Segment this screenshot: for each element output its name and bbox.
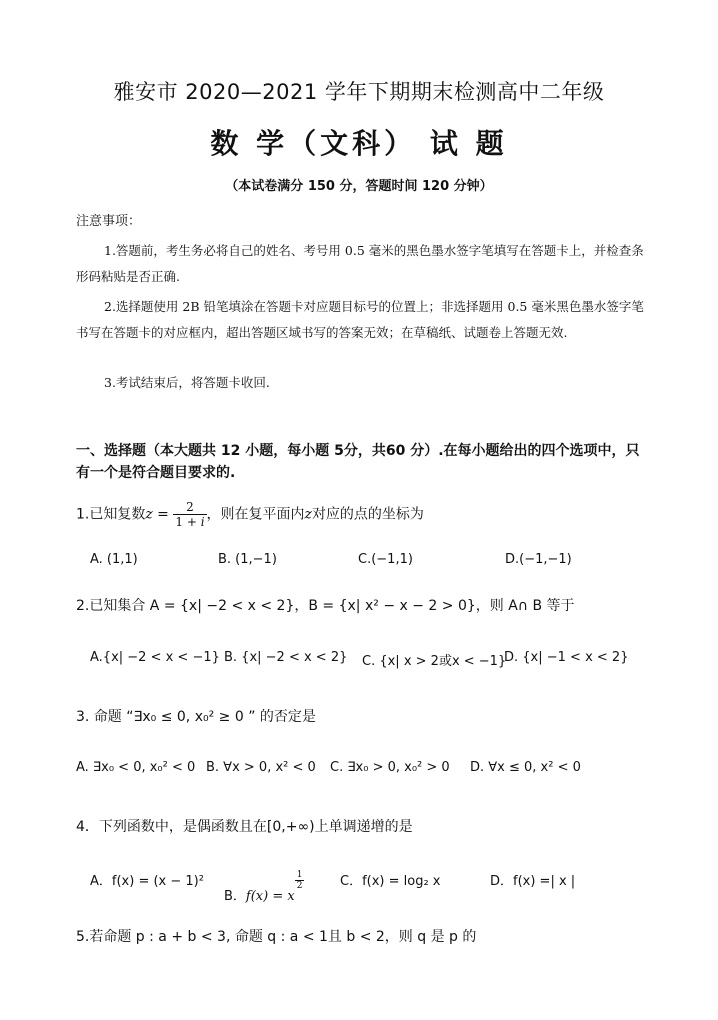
question-5: 5.若命题 p : a + b < 3, 命题 q : a < 1且 b < 2，则 q 是 p 的 xyxy=(76,929,477,945)
q1-post2: 对应的点的坐标为 xyxy=(311,506,424,523)
q1-pre: 1.已知复数 xyxy=(76,506,146,523)
exam-title: 雅安市 2020—2021 学年下期期末检测高中二年级 xyxy=(113,80,605,104)
q2-option-b: B. {x| −2 < x < 2} xyxy=(224,650,348,665)
q1-lhs: z = xyxy=(145,506,174,523)
q1-post: ，则在复平面内 xyxy=(206,506,305,523)
q1-option-c: C.(−1,1) xyxy=(358,552,413,567)
question-3: 3. 命题 “∃x₀ ≤ 0, x₀² ≥ 0 ” 的否定是 xyxy=(76,709,316,725)
q1-option-a: A. (1,1) xyxy=(90,552,138,567)
q1-option-d: D.(−1,−1) xyxy=(505,552,572,567)
question-4: 4．下列函数中，是偶函数且在[0,+∞)上单调递增的是 xyxy=(76,819,413,835)
q4-option-c: C．f(x) = log₂ x xyxy=(340,874,441,889)
exam-info: （本试卷满分 150 分，答题时间 120 分钟） xyxy=(225,179,493,194)
note-item-1: 1.答题前，考生务必将自己的姓名、考号用 0.5 毫米的黑色墨水签字笔填写在答题卡上，并检查条形码粘贴是否正确. xyxy=(76,243,644,284)
q1-option-b: B. (1,−1) xyxy=(218,552,277,567)
q4-option-b xyxy=(224,870,304,904)
q3-option-a: A. ∃x₀ < 0, x₀² < 0 xyxy=(76,760,196,775)
q2-option-d: D. {x| −1 < x < 2} xyxy=(504,650,629,665)
note-item-3: 3.考试结束后，将答题卡收回. xyxy=(104,375,270,390)
exam-subject: 数 学（文科） 试 题 xyxy=(210,127,508,160)
q1-fraction: $\frac{2}{1 + i}$ xyxy=(175,500,205,529)
q2-option-c: C. {x| x > 2或x < −1} xyxy=(362,654,507,669)
question-1 xyxy=(76,500,424,529)
q4-option-b-label: B． xyxy=(224,889,246,904)
note-item-2: 2.选择题使用 2B 铅笔填涂在答题卡对应题目标号的位置上；非选择题用 0.5 毫米黑色墨水签字笔书写在答题卡的对应框内，超出答题区域书写的答案无效；在草稿纸、试题卷上答题无效. xyxy=(76,299,644,340)
q1-var: z xyxy=(304,506,312,523)
q3-option-b: B. ∀x > 0, x² < 0 xyxy=(206,760,316,775)
q3-option-d: D. ∀x ≤ 0, x² < 0 xyxy=(470,760,581,775)
q4-option-b-expr: f(x) = x xyxy=(245,889,295,904)
q2-option-a: A.{x| −2 < x < −1} xyxy=(90,650,220,665)
section-heading: 一、选择题（本大题共 12 小题，每小题 5分，共60 分）.在每小题给出的四个选项中，只有一个是符合题目要求的. xyxy=(76,443,640,481)
q4-option-d: D．f(x) =| x | xyxy=(490,874,576,889)
question-2: 2.已知集合 A = {x| −2 < x < 2}，B = {x| x² − x − 2 > 0}，则 A∩ B 等于 xyxy=(76,598,575,614)
q3-option-c: C. ∃x₀ > 0, x₀² > 0 xyxy=(330,760,450,775)
notes-heading: 注意事项： xyxy=(76,214,142,229)
q4-option-a: A．f(x) = (x − 1)² xyxy=(90,874,204,889)
q4-option-b-exponent: $\frac{1}{2}$ xyxy=(296,870,303,891)
